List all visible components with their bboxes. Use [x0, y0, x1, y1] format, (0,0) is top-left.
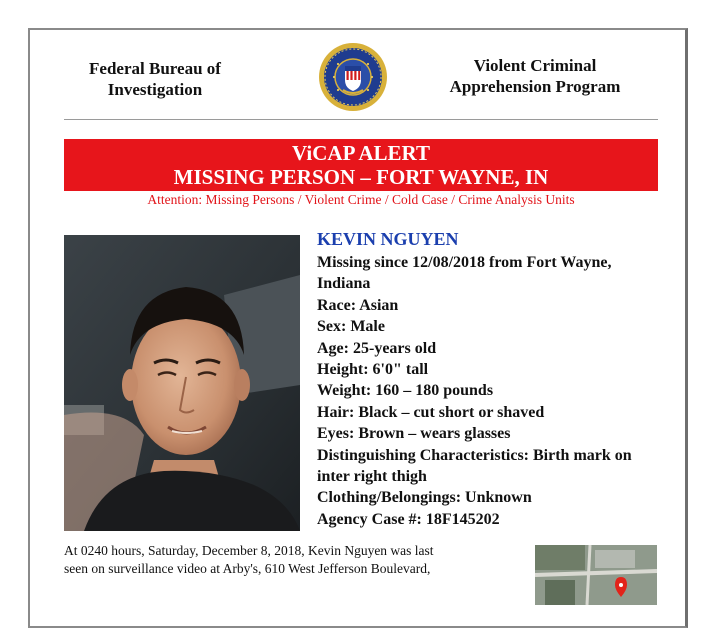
eyes: Eyes: Brown – wears glasses	[317, 425, 511, 443]
narrative-line1: At 0240 hours, Saturday, December 8, 2018, Kevin Nguyen was last	[64, 543, 434, 558]
narrative-text	[64, 542, 534, 578]
subject-details	[317, 228, 647, 530]
attention-line: Attention: Missing Persons / Violent Crime / Cold Case / Crime Analysis Units	[147, 192, 575, 207]
weight: Weight: 160 – 180 pounds	[317, 382, 494, 400]
fbi-seal-icon	[318, 42, 388, 112]
vicap-alert-poster	[28, 28, 688, 628]
header-program	[430, 55, 640, 97]
header-agency	[70, 58, 240, 100]
header-program-line1: Violent Criminal	[473, 56, 597, 75]
header-divider	[64, 119, 658, 120]
height: Height: 6'0" tall	[317, 361, 429, 379]
banner-subtitle: MISSING PERSON – FORT WAYNE, IN	[173, 165, 549, 189]
alert-banner	[64, 139, 658, 191]
distinguishing-characteristics: Distinguishing Characteristics: Birth mark on inter right thigh	[317, 446, 632, 486]
narrative-line2: seen on surveillance video at Arby's, 610 West Jefferson Boulevard,	[64, 561, 431, 576]
banner-title: ViCAP ALERT	[292, 141, 430, 165]
race: Race: Asian	[317, 296, 399, 314]
agency-case-number: Agency Case #: 18F145202	[317, 510, 500, 528]
location-map	[535, 545, 657, 605]
hair: Hair: Black – cut short or shaved	[317, 403, 545, 421]
clothing-belongings: Clothing/Belongings: Unknown	[317, 489, 532, 507]
header-agency-line1: Federal Bureau of	[89, 59, 221, 78]
age: Age: 25-years old	[317, 339, 437, 357]
missing-since: Missing since 12/08/2018 from Fort Wayne, Indiana	[317, 254, 612, 293]
subject-name: KEVIN NGUYEN	[317, 229, 459, 249]
header-program-line2: Apprehension Program	[449, 77, 621, 96]
sex: Sex: Male	[317, 318, 385, 336]
header-agency-line2: Investigation	[107, 80, 203, 99]
subject-photo	[64, 235, 300, 531]
